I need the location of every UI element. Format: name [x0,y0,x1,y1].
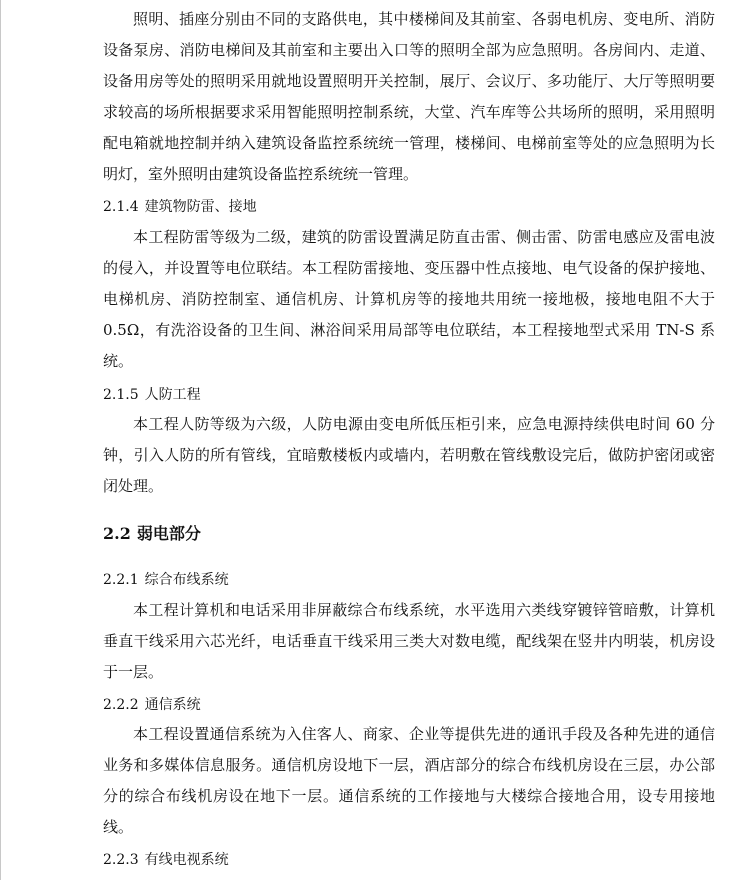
section-number: 2.1.5 [103,387,139,403]
section-2-2-1-heading [103,569,715,591]
section-title: 综合布线系统 [144,572,229,588]
section-2-1-5-heading [103,384,715,406]
section-number: 2.2.3 [103,852,139,868]
section-title: 人防工程 [144,387,201,403]
section-number: 2.2.1 [103,572,139,588]
section-number: 2.2 [103,524,131,543]
section-2-1-5-paragraph: 本工程人防等级为六级，人防电源由变电所低压柜引来，应急电源持续供电时间 60 分钟，引入人防的所有管线，宜暗敷楼板内或墙内，若明敷在管线敷设完后，做防护密闭或密闭处理。 [103,415,715,495]
section-number: 2.2.2 [103,697,139,713]
section-2-2-1-paragraph: 本工程计算机和电话采用非屏蔽综合布线系统，水平选用六类线穿镀锌管暗敷，计算机垂直干线采用六芯光纤，电话垂直干线采用三类大对数电缆，配线架在竖井内明装，机房设于一层。 [103,601,715,681]
section-title: 建筑物防雷、接地 [144,199,257,215]
lighting-paragraph: 照明、插座分别由不同的支路供电，其中楼梯间及其前室、各弱电机房、变电所、消防设备泵房、消防电梯间及其前室和主要出入口等的照明全部为应急照明。各房间内、走道、设备用房等处的照明采用就地设置照明开关控制，展厅、会议厅、多功能厅、大厅等照明要求较高的场所根据要求采用智能照明控制系统，大堂、汽车库等公共场所的照明，采用照明配电箱就地控制并纳入建筑设备监控系统统一管理，楼梯间、电梯前室等处的应急照明为长明灯，室外照明由建筑设备监控系统统一管理。 [103,10,715,183]
section-2-2-3-heading [103,849,715,871]
section-2-2-heading [103,522,715,546]
section-title: 通信系统 [144,697,201,713]
section-2-1-4-paragraph: 本工程防雷等级为二级，建筑的防雷设置满足防直击雷、侧击雷、防雷电感应及雷电波的侵入，并设置等电位联结。本工程防雷接地、变压器中性点接地、电气设备的保护接地、电梯机房、消防控制室、通信机房、计算机房等的接地共用统一接地极，接地电阻不大于 0.5Ω，有洗浴设备的卫生间、淋浴间采用局部等电位联结，本工程接地型式采用 TN-S 系统。 [103,228,715,370]
section-2-2-2-paragraph: 本工程设置通信系统为入住客人、商家、企业等提供先进的通讯手段及各种先进的通信业务和多媒体信息服务。通信机房设地下一层，酒店部分的综合布线机房设在三层，办公部分的综合布线机房设在地下一层。通信系统的工作接地与大楼综合接地合用，设专用接地线。 [103,725,715,836]
section-title: 弱电部分 [136,524,201,543]
section-2-2-2-heading [103,694,715,716]
section-number: 2.1.4 [103,199,139,215]
section-title: 有线电视系统 [144,852,229,868]
section-2-1-4-heading [103,196,715,218]
